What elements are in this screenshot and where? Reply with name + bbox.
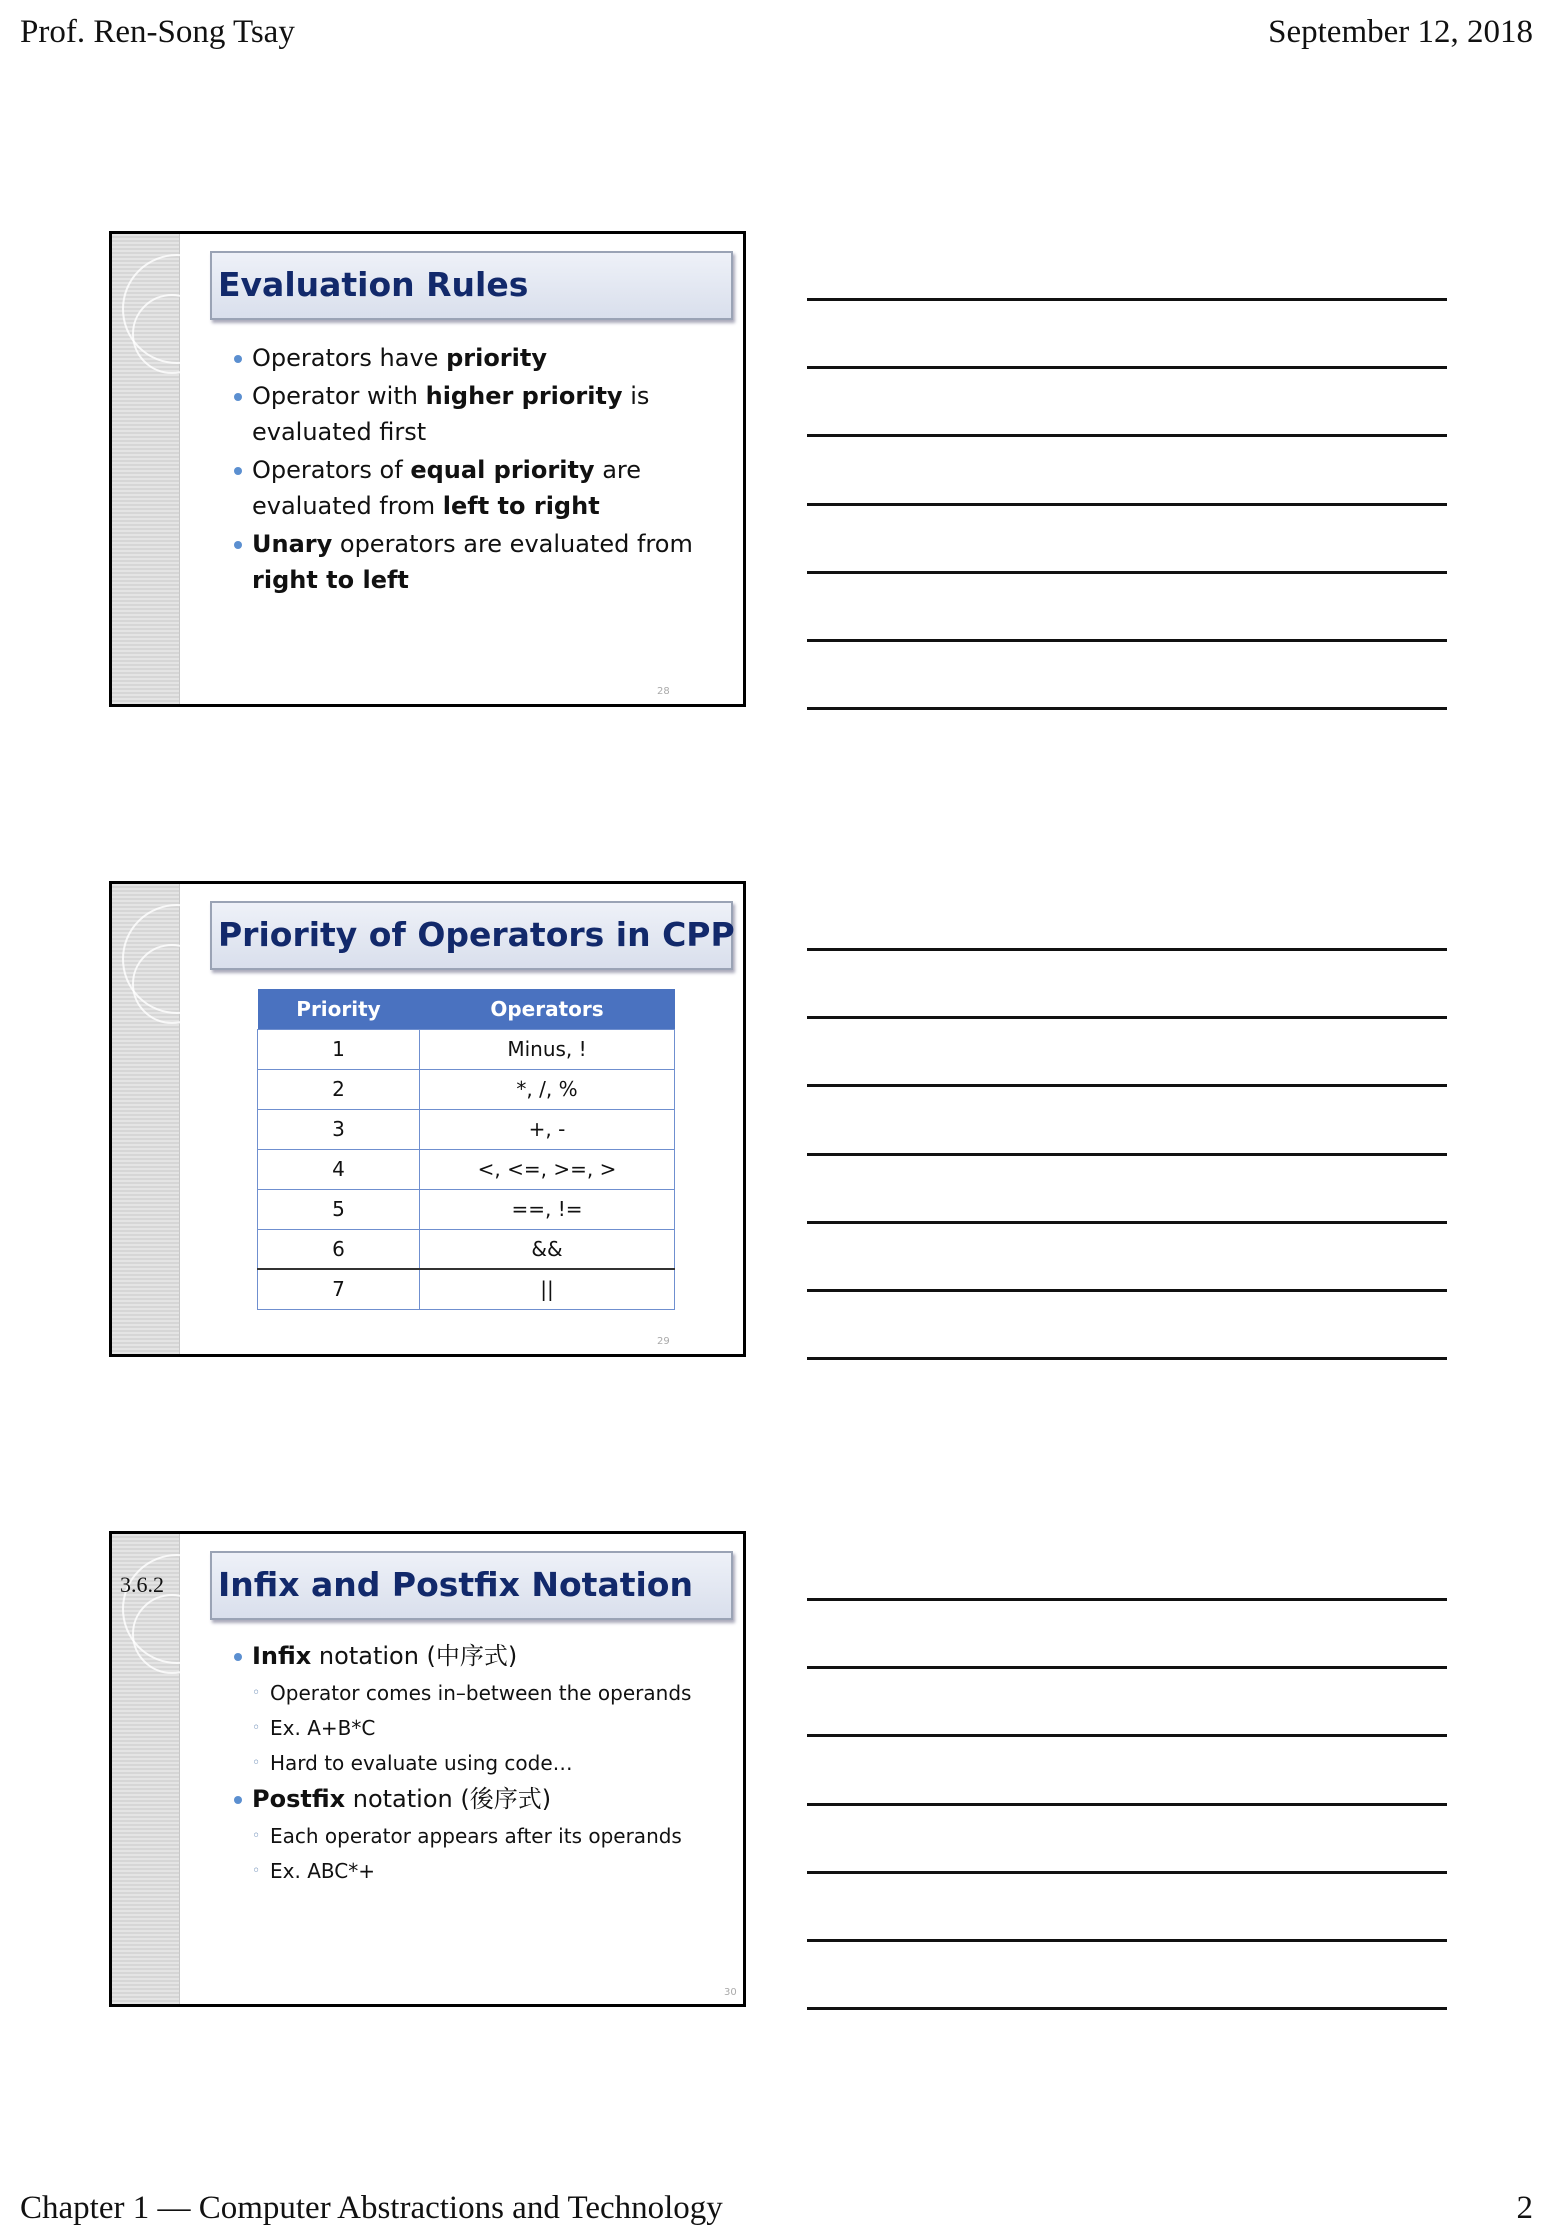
sub-bullet: ◦ Ex. ABC*+ [230,1854,730,1889]
sub-bullet: ◦ Operator comes in–between the operands [230,1676,730,1711]
note-line [807,1939,1447,1942]
bullet-text: equal priority [410,456,595,484]
sub-bullet: ◦ Hard to evaluate using code… [230,1746,730,1781]
bullet-text: are evaluated from [252,456,642,520]
note-line [807,1803,1447,1806]
bullet-item [230,526,730,598]
operators-cell: || [420,1269,675,1309]
table-row [258,1149,675,1189]
table-row [258,1029,675,1069]
priority-cell: 5 [258,1189,420,1229]
bullet-text: Operators have [252,344,447,372]
note-line [807,571,1447,574]
bullet-text: right to left [252,566,409,594]
bullet-item [230,340,730,376]
note-line [807,1221,1447,1224]
note-line [807,366,1447,369]
page-number: 2 [1516,2190,1533,2226]
slide-infix-postfix [109,1531,746,2007]
date: September 12, 2018 [1268,14,1533,50]
priority-cell: 7 [258,1269,420,1309]
note-line [807,1289,1447,1292]
bullet-text: Operator with [252,382,426,410]
slide-evaluation-rules [109,231,746,707]
note-line [807,1084,1447,1087]
bullet-text: Unary [252,530,333,558]
operators-cell: ==, != [420,1189,675,1229]
sub-bullet: ◦ Ex. A+B*C [230,1711,730,1746]
note-line [807,1153,1447,1156]
priority-cell: 3 [258,1109,420,1149]
bullet-text: Operators of [252,456,411,484]
bullet-text: left to right [442,492,600,520]
bullet-item [230,1638,730,1674]
table-row [258,1109,675,1149]
bullet-text: higher priority [425,382,623,410]
column-header: Operators [420,989,675,1029]
bullet-text: Postfix [252,1785,346,1813]
bullet-list [230,340,730,600]
slide-decoration [112,1534,180,2004]
priority-cell: 6 [258,1229,420,1269]
slide-title: Infix and Postfix Notation [210,1551,733,1620]
bullet-item [230,452,730,524]
column-header: Priority [258,989,420,1029]
note-line [807,1666,1447,1669]
bullet-item [230,378,730,450]
note-line [807,1734,1447,1737]
slide-decoration [112,234,180,704]
section-number: 3.6.2 [120,1572,164,1597]
slide-number: 29 [657,1336,670,1347]
note-line [807,2007,1447,2010]
note-line [807,1016,1447,1019]
slide-priority-table [109,881,746,1357]
chapter-footer: Chapter 1 — Computer Abstractions and Technology [20,2190,723,2226]
slide-decoration [112,884,180,1354]
slide-title: Evaluation Rules [210,251,733,320]
operators-cell: +, - [420,1109,675,1149]
bullet-text: is evaluated first [252,382,650,446]
note-line [807,639,1447,642]
operators-cell: <, <=, >=, > [420,1149,675,1189]
priority-cell: 2 [258,1069,420,1109]
slide-title: Priority of Operators in CPP [210,901,733,970]
priority-table [257,989,675,1310]
operators-cell: && [420,1229,675,1269]
slide-number: 28 [657,686,670,697]
sub-bullet: ◦ Each operator appears after its operands [230,1819,730,1854]
table-row [258,1069,675,1109]
table-row [258,1269,675,1309]
note-line [807,1871,1447,1874]
note-line [807,434,1447,437]
table-row [258,1189,675,1229]
note-line [807,1357,1447,1360]
bullet-text: operators are evaluated from [332,530,693,558]
priority-cell: 4 [258,1149,420,1189]
note-line [807,1598,1447,1601]
bullet-text: notation (後序式) [345,1785,552,1813]
note-line [807,707,1447,710]
bullet-list [230,1638,730,1889]
priority-cell: 1 [258,1029,420,1069]
bullet-text: priority [446,344,547,372]
author: Prof. Ren-Song Tsay [20,14,295,50]
bullet-text: notation (中序式) [311,1642,518,1670]
note-line [807,948,1447,951]
note-line [807,298,1447,301]
note-line [807,503,1447,506]
operators-cell: Minus, ! [420,1029,675,1069]
bullet-item [230,1781,730,1817]
bullet-text: Infix [252,1642,312,1670]
operators-cell: *, /, % [420,1069,675,1109]
slide-number: 30 [724,1987,737,1998]
table-row [258,1229,675,1269]
